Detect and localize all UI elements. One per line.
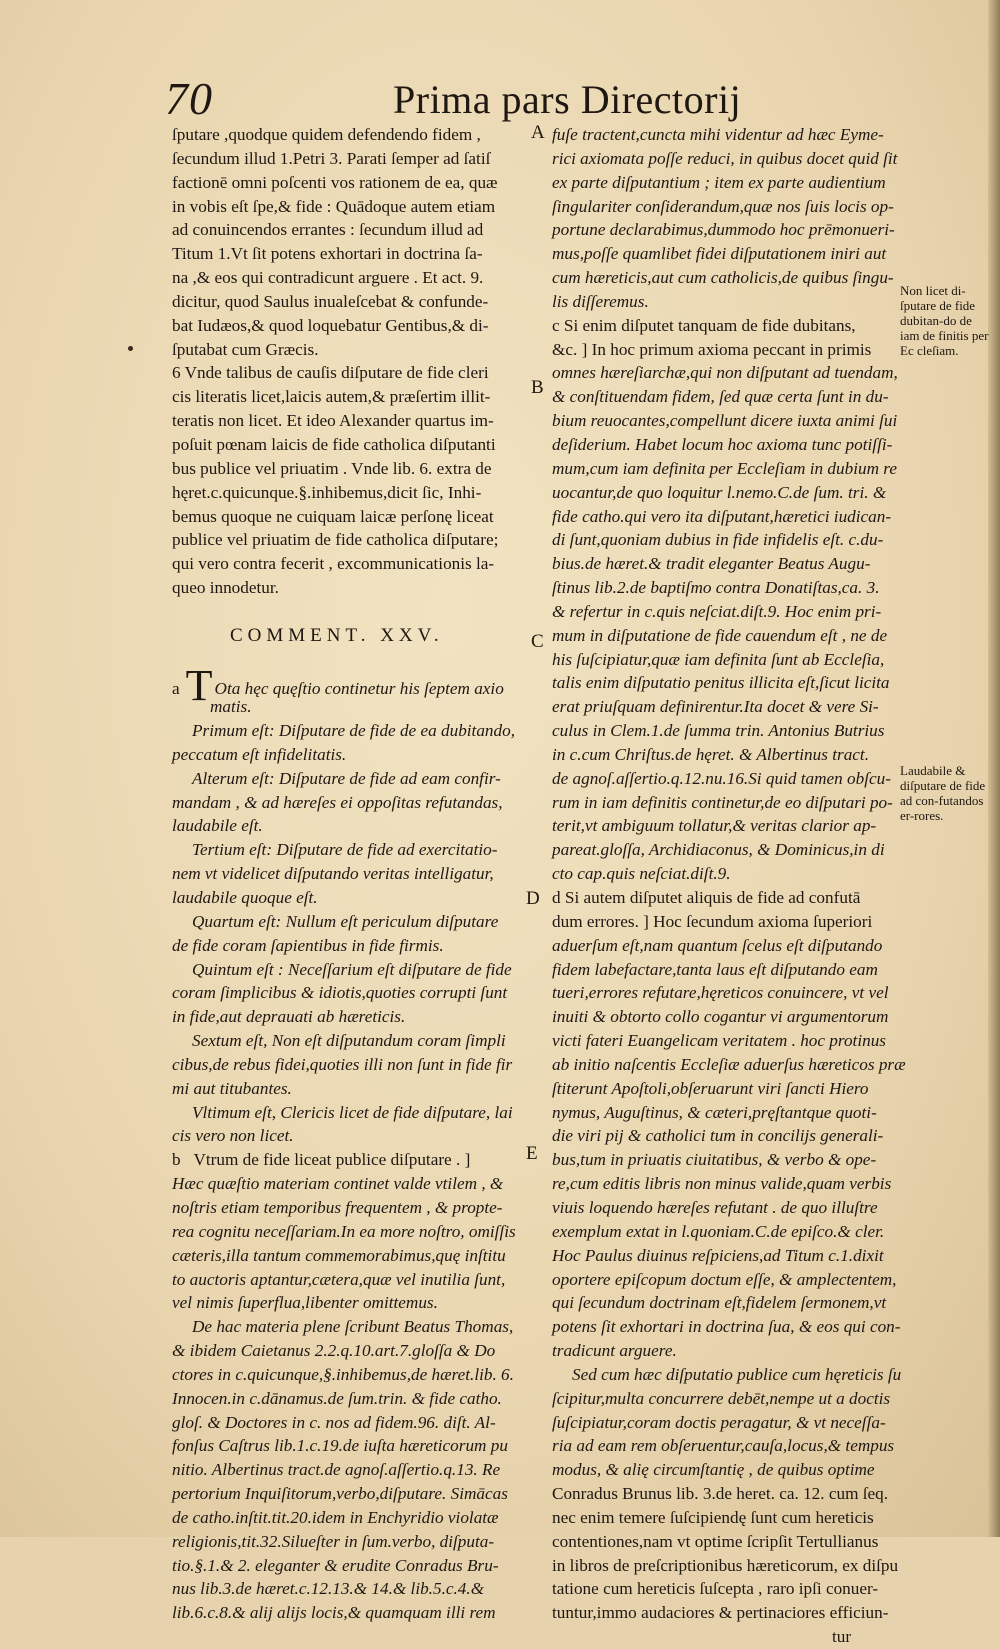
text-line: & conſtituendam fidem, ſed quæ certa ſunt in du- (552, 387, 889, 407)
note-marker-b: b (172, 1150, 181, 1170)
text-line: vel nimis ſuperflua,libenter omittemus. (172, 1293, 438, 1313)
text-line: & refertur in c.quis neſciat.diſt.9. Hoc enim pri- (552, 601, 882, 621)
text-line: talis enim diſputatio penitus illicita eſt,ſicut licita (552, 673, 890, 693)
text-line: dicitur, quod Saulus inualeſcebat & confunde- (172, 291, 489, 311)
text-line: cis literatis licet,laicis autem,& præſertim illit- (172, 387, 491, 407)
text-line: potens ſit exhortari in doctrina ſua, & eos qui con- (552, 1317, 901, 1337)
axiom-line: peccatum eſt infidelitatis. (172, 744, 347, 764)
text-line: &c. ] In hoc primum axioma peccant in primis (552, 339, 872, 359)
text-line: bemus quoque ne cuiquam laicæ perſonę liceat (172, 506, 494, 526)
drop-cap-letter: T (185, 661, 213, 711)
text-line: aduerſum eſt,nam quantum ſcelus eſt diſputando (552, 935, 883, 955)
text-line: publice vel priuatim de fide catholica diſputare; (172, 530, 499, 550)
text-line: culus in Clem.1.de ſumma trin. Antonius Butrius (552, 721, 885, 741)
text-line: tio.§.1.& 2. eleganter & erudite Conradus Bru- (172, 1555, 499, 1575)
text-line: lib.6.c.8.& alij alijs locis,& quamquam illi rem (172, 1603, 496, 1623)
text-line: dum errores. ] Hoc ſecundum axioma ſuperiori (552, 911, 873, 931)
section-marker-e: E (526, 1143, 538, 1164)
text-line: erat priuſquam definirentur.Ita docet & vere Si- (552, 697, 879, 717)
text-line: mus,poſſe quamlibet fidei diſputationem iniri aut (552, 244, 887, 264)
text-line: De hac materia plene ſcribunt Beatus Thomas, (192, 1317, 514, 1337)
axiom-line: mi aut titubantes. (172, 1078, 292, 1098)
text-line: uocantur,de quo loquitur l.nemo.C.de ſum. tri. & (552, 482, 887, 502)
text-line: mum in diſputatione de fide cauendum eſt , ne de (552, 625, 888, 645)
section-heading: COMMENT. XXV. (230, 624, 444, 646)
text-line: rea cognitu neceſſariam.In ea more noſtro, omiſſis (172, 1221, 516, 1241)
text-line: nymus, Auguſtinus, & cæteri,pręſtantque quoti- (552, 1102, 877, 1122)
axiom-line: cis vero non licet. (172, 1126, 294, 1146)
text-line: pertorium Inquiſitorum,verbo,diſputare. Simācas (172, 1484, 508, 1504)
text-line: ſecundum illud 1.Petri 3. Parati ſemper ad ſatiſ (172, 148, 491, 168)
note-marker-a: a (172, 679, 180, 699)
text-line: cæteris,illa tantum commemorabimus,quę inſtitu (172, 1245, 506, 1265)
text-line: in c.cum Chriſtus.de hęret. & Albertinus tract. (552, 744, 869, 764)
text-line: Ota hęc quęſtio continetur his ſeptem axio (214, 679, 504, 699)
text-line: rum in iam definitis continetur,de eo diſputari po- (552, 792, 893, 812)
text-line: noſtris etiam temporibus frequentem , & propte- (172, 1197, 503, 1217)
text-line: mum,cum iam definita per Eccleſiam in dubium re (552, 458, 897, 478)
text-line: de agnoſ.aſſertio.q.12.nu.16.Si quid tamen obſcu- (552, 768, 891, 788)
catchword: tur (832, 1627, 852, 1647)
text-line: bat Iudæos,& quod loquebatur Gentibus,& di- (172, 315, 489, 335)
text-line: ſtinus lib.2.de baptiſmo contra Donatiſtas,ca. 3. (552, 578, 880, 598)
text-line: fide catho.qui vero ita diſputant,hæretici iudican- (552, 506, 892, 526)
text-line: ſputabat cum Græcis. (172, 339, 319, 359)
text-line: teratis non licet. Et ideo Alexander quartus im- (172, 411, 494, 431)
margin-dot (128, 346, 133, 351)
text-line: matis. (210, 697, 252, 717)
page-number: 70 (165, 73, 213, 124)
axiom-line: mandam , & ad hæreſes ei oppoſitas refutandas, (172, 792, 503, 812)
axiom-line: laudabile quoque eſt. (172, 888, 318, 907)
text-line: Sed cum hæc diſputatio publice cum hęreticis ſu (572, 1364, 902, 1384)
text-line: na ,& eos qui contradicunt arguere . Et act. 9. (172, 268, 484, 288)
text-line: gloſ. & Doctores in c. nos ad fidem.96. diſt. Al- (172, 1412, 496, 1432)
text-line: tatione cum hereticis ſuſcepta , raro ipſi conuer- (552, 1579, 879, 1599)
text-line: viuis loquendo hæreſes refutant . de quo illuſtre (552, 1197, 878, 1217)
text-line: inuiti & obtorto collo cogantur vi argumentorum (552, 1007, 889, 1027)
text-line: di ſunt,quoniam dubius in fide infidelis eſt. c.du- (552, 530, 884, 550)
text-line: qui ſecundum doctrinam eſt,fidelem ſermonem,vt (552, 1293, 887, 1313)
axiom-line: Vltimum eſt, Clericis licet de fide diſputare, lai (192, 1102, 513, 1122)
text-line: bus publice vel priuatim . Vnde lib. 6. extra de (172, 458, 492, 478)
text-line: deſiderium. Habet locum hoc axioma tunc potiſſi- (552, 434, 893, 454)
text-line: factionē omni poſcenti vos rationem de ea, quæ (172, 172, 498, 192)
text-line: bus,tum in priuatis ciuitatibus, & verbo & ope- (552, 1150, 877, 1170)
text-line: re,cum editis libris non minus valide,quam verbis (552, 1174, 892, 1194)
text-line: lis diſſeremus. (552, 291, 649, 311)
axiom-line: Primum eſt: Diſputare de fide de ea dubitando, (192, 721, 516, 741)
text-line: Conradus Brunus lib. 3.de heret. ca. 12. cum ſeq. (552, 1484, 889, 1504)
text-line: qui vero contra fecerit , excommunicationis la- (172, 554, 495, 574)
text-line: fuſe tractent,cuncta mihi videntur ad hæc Eyme- (552, 125, 884, 144)
text-line: in vobis eſt ſpe,& fide : Quādoque autem etiam (172, 196, 496, 216)
text-line: modus, & alię circumſtantię , de quibus optime (552, 1460, 875, 1480)
text-line: ſputare ,quodque quidem defendendo fidem , (172, 125, 481, 144)
text-line: victi fateri Euangelicam veritatem . hoc protinus (552, 1031, 886, 1051)
text-line: tradicunt arguere. (552, 1341, 677, 1361)
text-line: his ſuſcipiatur,quæ iam definita ſunt ab Eccleſia, (552, 649, 885, 669)
text-line: ad conuincendos errantes : ſecundum illud ad (172, 220, 484, 240)
axiom-line: Quartum eſt: Nullum eſt periculum diſputare (192, 911, 499, 931)
text-line: tueri,errores refutare,hęreticos conuincere, vt vel (552, 983, 889, 1003)
text-line: poſuit pœnam laicis de fide catholica diſputanti (172, 434, 496, 454)
text-line: portune declarabimus,dummodo hoc prēmonueri- (552, 220, 895, 240)
text-line: omnes hæreſiarchæ,qui non diſputant ad tuendam, (552, 363, 898, 383)
side-note-2: Laudabile & diſputare de fide ad con-futandos er-rores. (900, 763, 986, 823)
text-line: tuntur,immo audaciores & pertinaciores efficiun- (552, 1603, 889, 1623)
text-line: 6 Vnde talibus de cauſis diſputare de fide cleri (172, 363, 489, 383)
text-line: nus lib.3.de hæret.c.12.13.& 14.& lib.5.c.4.& (172, 1579, 485, 1599)
page-header (165, 72, 865, 122)
text-line: ſingulariter conſiderandum,quæ nos ſuis locis op- (552, 196, 894, 216)
axiom-line: coram ſimplicibus & idiotis,quoties corrupti ſunt (172, 983, 508, 1003)
text-line: die viri pij & catholici tum in concilijs generali- (552, 1126, 884, 1146)
text-line: ctores in c.quicunque,§.inhibemus,de hæret.lib. 6. (172, 1364, 514, 1384)
text-line: to auctoris aptantur,cætera,quæ vel inutilia ſunt, (172, 1269, 506, 1289)
text-line: ria ad eam rem obſeruentur,cauſa,locus,& tempus (552, 1436, 895, 1456)
right-column (552, 123, 906, 1649)
text-line: ab initio naſcentis Eccleſiæ aduerſus hæreticos præ (552, 1054, 906, 1074)
text-line: bium reuocantes,compellunt dicere iuxta animi ſui (552, 411, 898, 431)
text-line: de catho.inſtit.tit.20.idem in Enchyridio violatæ (172, 1507, 499, 1527)
axiom-line: cibus,de rebus fidei,quoties illi non ſunt in fide fir (172, 1054, 513, 1074)
text-line: nitio. Albertinus tract.de agnoſ.aſſertio.q.13. Re (172, 1460, 501, 1480)
text-line: ſtiterunt Apoſtoli,obſeruarunt viri ſancti Hiero (552, 1078, 869, 1098)
text-line: religionis,tit.32.Silueſter in ſum.verbo, diſputa- (172, 1531, 495, 1551)
text-line: Hoc Paulus diuinus reſpiciens,ad Titum c.1.dixit (552, 1245, 884, 1265)
text-line: cum hæreticis,aut cum catholicis,de quibus ſingu- (552, 268, 894, 288)
text-line: ex parte diſputantium ; item ex parte audientium (552, 172, 886, 192)
text-line: Vtrum de fide liceat publice diſputare . ] (193, 1150, 471, 1170)
text-line: Hæc quæſtio materiam continet valde vtilem , & (172, 1174, 504, 1194)
text-line: cto cap.quis neſciat.diſt.9. (552, 864, 731, 884)
running-title: Prima pars Directorij (393, 77, 742, 122)
text-line: Titum 1.Vt ſit potens exhortari in doctrina ſa- (172, 244, 483, 264)
axiom-line: Alterum eſt: Diſputare de fide ad eam confir- (192, 768, 501, 788)
section-marker-b: B (531, 377, 544, 398)
text-line: oportere epiſcopum doctum eſſe, & amplectentem, (552, 1269, 897, 1289)
text-line: ſcipitur,multa concurrere debēt,nempe ut a doctis (552, 1388, 891, 1408)
note-c-line: c Si enim diſputet tanquam de fide dubitans, (552, 315, 856, 335)
text-line: & ibidem Caietanus 2.2.q.10.art.7.gloſſa & Do (172, 1341, 496, 1361)
text-line: fidem labefactare,tanta laus eſt diſputando eam (552, 959, 878, 979)
note-b-line (172, 1148, 527, 1172)
text-line: hęret.c.quicunque.§.inhibemus,dicit ſic, Inhi- (172, 482, 482, 502)
note-d-line: d Si autem diſputet aliquis de fide ad confutā (552, 888, 861, 907)
text-line: rici axiomata poſſe reduci, in quibus docet quid ſit (552, 148, 898, 168)
axiom-line: Sextum eſt, Non eſt diſputandum coram ſimpli (192, 1031, 506, 1051)
side-note-1: Non licet di-ſputare de fide dubitan-do de iam de finitis per Ec cleſiam. (900, 283, 989, 358)
text-line: terit,vt ambiguum tollatur,& veritas clarior ap- (552, 816, 877, 836)
text-line: bius.de hæret.& tradit eleganter Beatus Augu- (552, 554, 871, 574)
text-line: ſuſcipiatur,coram doctis peragatur, & vt neceſſa- (552, 1412, 886, 1432)
text-line: fonſus Caſtrus lib.1.c.19.de iuſta hæreticorum pu (172, 1436, 508, 1456)
axiom-line: Tertium eſt: Diſputare de fide ad exercitatio- (192, 840, 498, 860)
axiom-line: in fide,aut deprauati ab hæreticis. (172, 1007, 406, 1027)
axiom-line: Quintum eſt : Neceſſarium eſt diſputare de fide (192, 959, 512, 979)
section-marker-c: C (531, 631, 544, 652)
text-line: queo innodetur. (172, 578, 279, 598)
left-column (172, 123, 527, 1625)
text-line: exemplum extat in l.quoniam.C.de epiſco.& cler. (552, 1221, 885, 1241)
text-line: nec enim temere ſuſcipiendę ſunt cum hereticis (552, 1507, 874, 1527)
axiom-line: nem vt videlicet diſputando veritas intelligatur, (172, 864, 494, 884)
axiom-line: laudabile eſt. (172, 816, 263, 836)
section-marker-d: D (526, 888, 540, 909)
text-line: in libros de preſcriptionibus hæreticorum, ex diſpu (552, 1555, 899, 1575)
section-marker-a: A (531, 122, 545, 143)
text-line: contentiones,nam vt optime ſcripſit Tertullianus (552, 1531, 879, 1551)
text-line: pareat.gloſſa, Archidiaconus, & Dominicus,in di (552, 840, 885, 860)
text-line: Innocen.in c.dānamus.de ſum.trin. & fide catho. (172, 1388, 502, 1408)
axiom-line: de fide coram ſapientibus in fide firmis. (172, 935, 444, 955)
